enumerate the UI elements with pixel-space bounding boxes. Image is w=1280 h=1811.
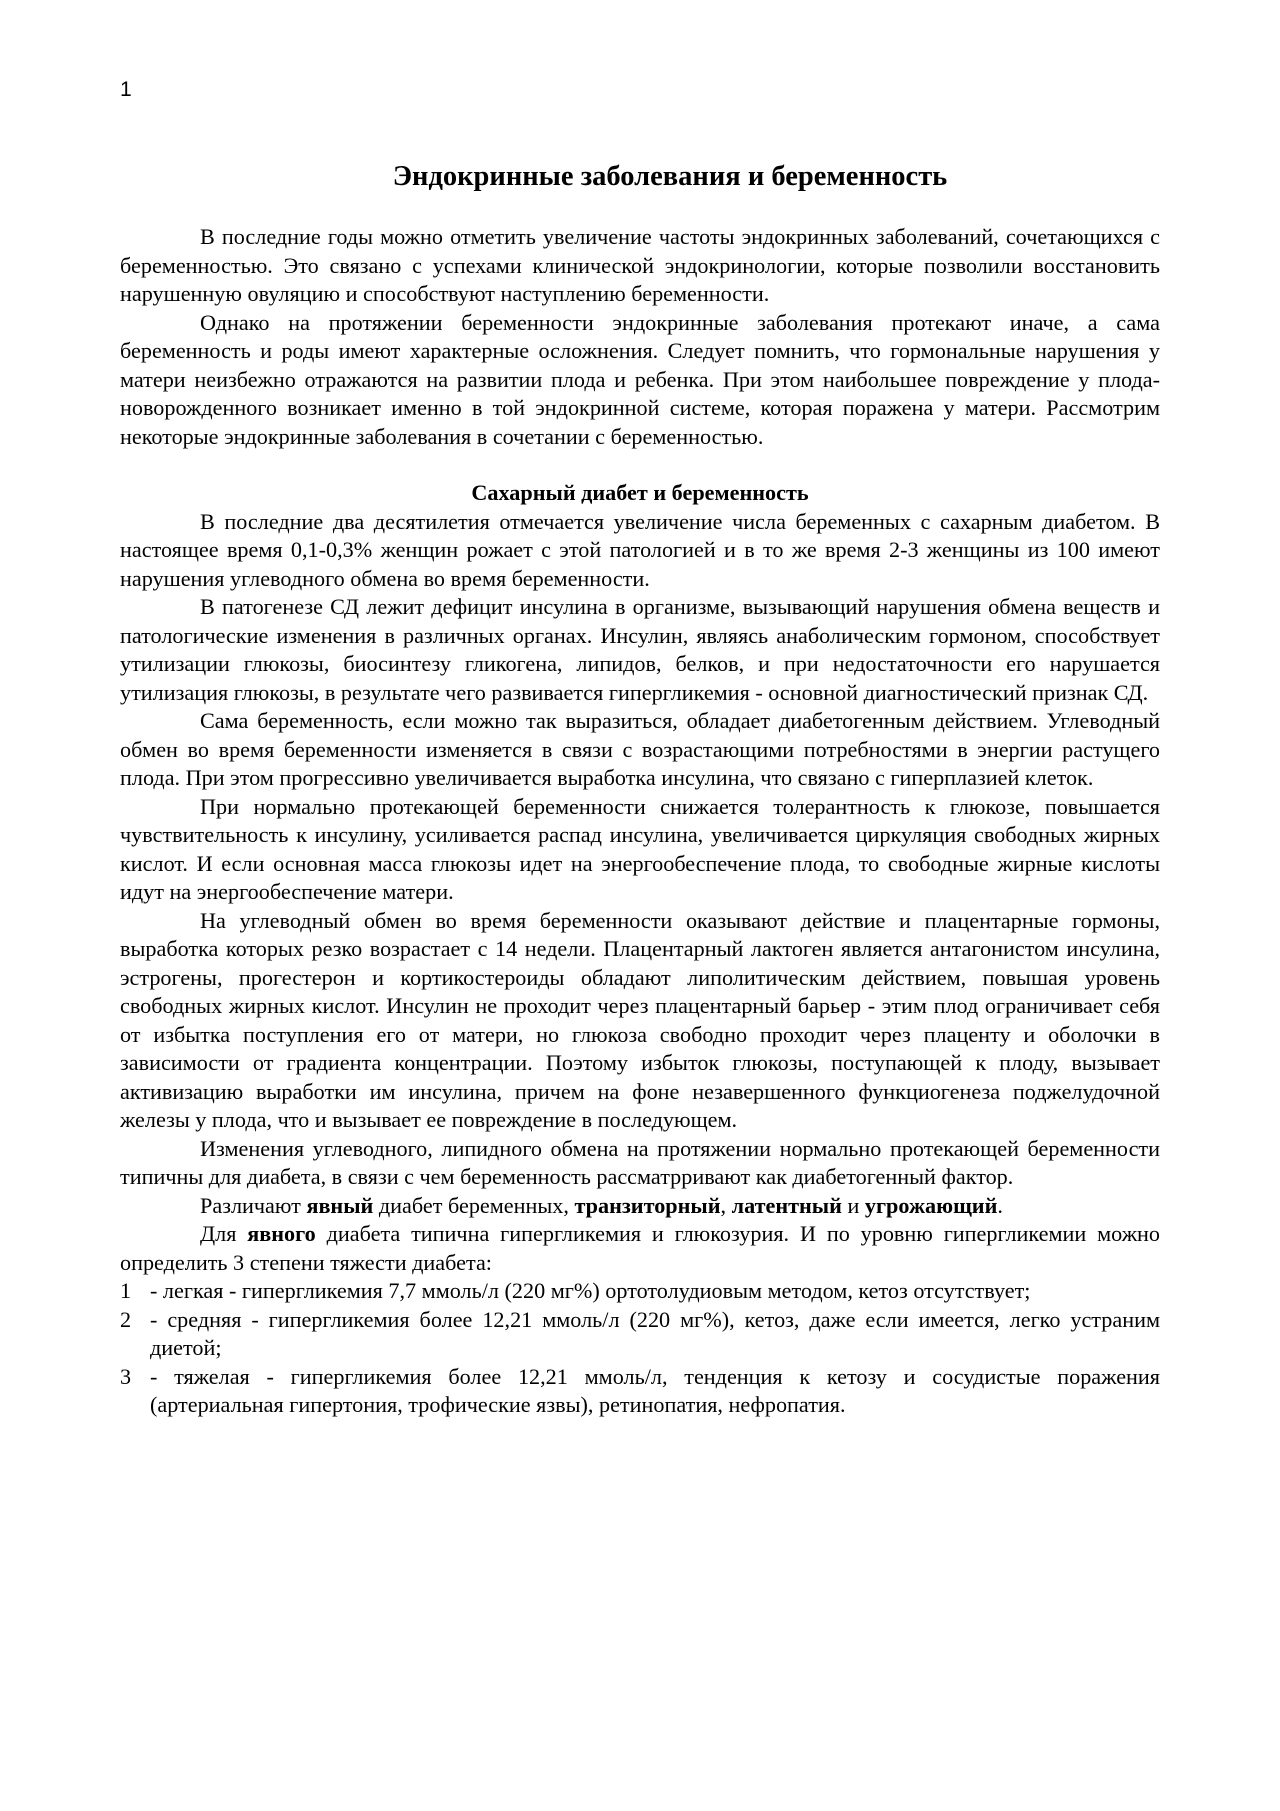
list-item-number: 2 — [120, 1306, 132, 1332]
types-text-4: и — [841, 1192, 865, 1218]
section-paragraph-5: На углеводный обмен во время беременности оказывают действие и плацентарные гормоны, выработка которых резко возрастает с 14 недели. Плацентарный лактоген является антагонистом инсулина, эстрогены, прогестерон и кортикостероиды обладают липолитическим действием, повышая уровень свободных жирных кислот. Инсулин не проходит через плацентарный барьер - этим плод ограничивает себя от избытка поступления его от матери, но глюкоза свободно проходит через плаценту и оболочки в зависимости от градиента концентрации. Поэтому избыток глюкозы, поступающей к плоду, вызывает активизацию выработки им инсулина, причем на фоне незавершенного функциогенеза поджелудочной железы у плода, что и вызывает ее повреждение в последующем. — [120, 907, 1160, 1132]
list-item-text: - легкая - гипергликемия 7,7 ммоль/л (220 мг%) ортотолудиовым методом, кетоз отсутствует; — [150, 1278, 1031, 1303]
intro-paragraph-2: Однако на протяжении беременности эндокринные заболевания протекают иначе, а сама беременность и роды имеют характерные осложнения. Следует помнить, что гормональные нарушения у матери неизбежно отражаются на развитии плода и ребенка. При этом наибольшее повреждение у плода-новорожденного возникает именно в той эндокринной системе, которая поражена у матери. Рассмотрим некоторые эндокринные заболевания в сочетании с беременностью. — [120, 309, 1160, 449]
type-threatening: угрожающий — [864, 1192, 998, 1218]
type-latent: латентный — [731, 1192, 842, 1218]
list-item-number: 1 — [120, 1278, 132, 1303]
explicit-bold: явного — [247, 1221, 316, 1246]
list-item — [120, 1363, 1160, 1420]
intro-paragraph-1: В последние годы можно отметить увеличение частоты эндокринных заболеваний, сочетающихся с беременностью. Это связано с успехами клинической эндокринологии, которые позволили восстановить нарушенную овуляцию и способствуют наступлению беременности. — [120, 224, 1160, 306]
type-explicit: явный — [306, 1192, 374, 1218]
section-paragraph-4: При нормально протекающей беременности снижается толерантность к глюкозе, повышается чувствительность к инсулину, усиливается распад инсулина, увеличивается циркуляция свободных жирных кислот. И если основная масса глюкозы идет на энергообеспечение плода, то свободные жирные кислоты идут на энергообеспечение матери. — [120, 793, 1160, 904]
explicit-text-2: диабета типична гипергликемия и глюкозурия. И по уровню гипергликемии можно определить 3 степени тяжести диабета: — [120, 1221, 1160, 1275]
types-text-2: диабет беременных, — [373, 1192, 575, 1218]
list-item-text: - тяжелая - гипергликемия более 12,21 ммоль/л, тенденция к кетозу и сосудистые поражения (артериальная гипертония, трофические язвы), ретинопатия, нефропатия. — [150, 1363, 1160, 1417]
list-item — [120, 1306, 1160, 1363]
list-item-text: - средняя - гипергликемия более 12,21 ммоль/л (220 мг%), кетоз, даже если имеется, легко устраним диетой; — [150, 1306, 1160, 1360]
section-paragraph-1: В последние два десятилетия отмечается увеличение числа беременных с сахарным диабетом. В настоящее время 0,1-0,3% женщин рожает с этой патологией и в то же время 2-3 женщины из 100 имеют нарушения углеводного обмена во время беременности. — [120, 508, 1160, 591]
diabetes-types-paragraph — [120, 1192, 1160, 1221]
explicit-text-1: Для — [200, 1221, 248, 1246]
type-transient: транзиторный — [574, 1192, 721, 1218]
types-text-5: . — [997, 1192, 1003, 1218]
types-text-1: Различают — [200, 1192, 307, 1218]
section-paragraph-2: В патогенезе СД лежит дефицит инсулина в организме, вызывающий нарушения обмена веществ и патологические изменения в различных органах. Инсулин, являясь анаболическим гормоном, способствует утилизации глюкозы, биосинтезу гликогена, липидов, белков, и при недостаточности его нарушается утилизация глюкозы, в результате чего развивается гипергликемия - основной диагностический признак СД. — [120, 594, 1160, 705]
page-number: 1 — [120, 78, 132, 101]
document-title: Эндокринные заболевания и беременность — [392, 161, 948, 192]
list-item-number: 3 — [120, 1363, 132, 1389]
section-paragraph-3: Сама беременность, если можно так выразиться, обладает диабетогенным действием. Углеводный обмен во время беременности изменяется в связи с возрастающими потребностями в энергии растущего плода. При этом прогрессивно увеличивается выработка инсулина, что связано с гиперплазией клеток. — [120, 708, 1160, 790]
explicit-diabetes-paragraph — [120, 1220, 1160, 1277]
section-paragraph-6: Изменения углеводного, липидного обмена на протяжении нормально протекающей беременности типичны для диабета, в связи с чем беременность рассматрривают как диабетогенный фактор. — [120, 1135, 1160, 1189]
types-text-3: , — [720, 1192, 732, 1218]
severity-list — [120, 1277, 1160, 1420]
list-item — [120, 1277, 1160, 1306]
document-body — [120, 160, 1160, 1420]
section-title: Сахарный диабет и беременность — [471, 480, 809, 505]
